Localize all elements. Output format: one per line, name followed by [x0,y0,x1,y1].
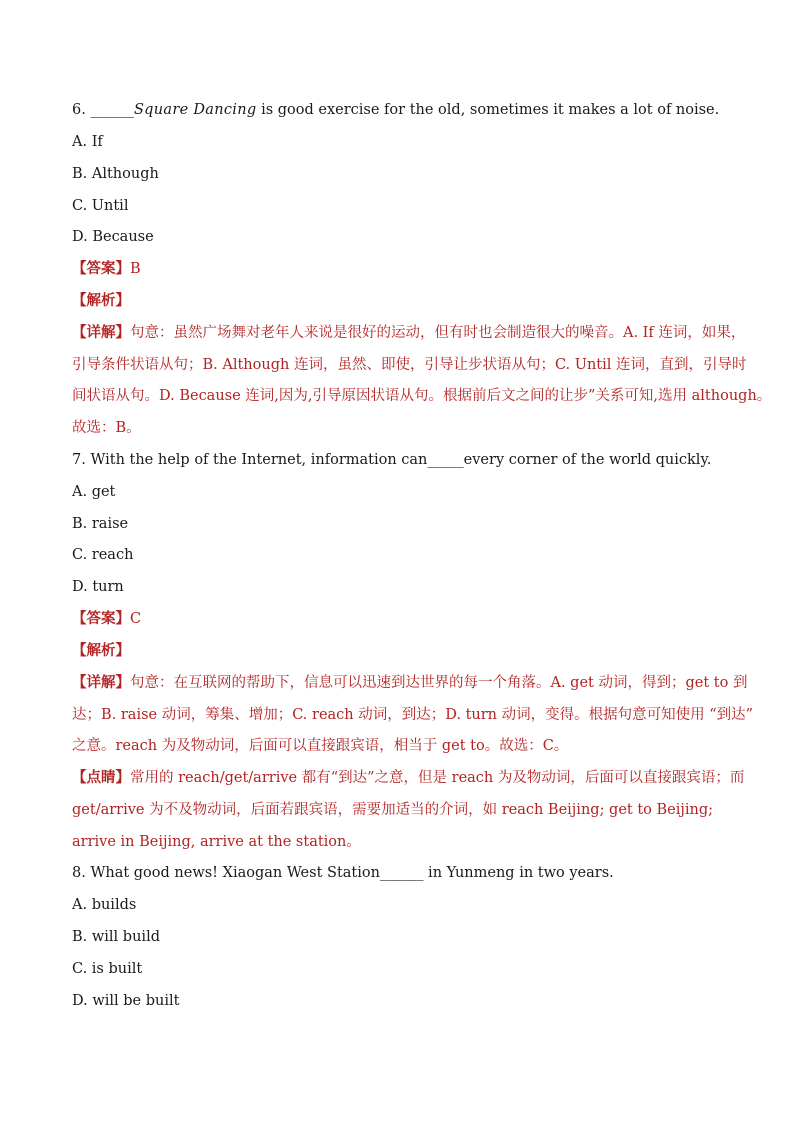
option-d: D. will be built [72,993,180,1009]
detail-line: 达；B. raise 动词，筹集、增加；C. reach 动词，到达；D. turn 动词，变得。根据句意可知使用 “到达” [72,707,754,723]
question-6-stem [72,101,719,119]
option-b: B. Although [72,166,159,182]
stem-text: What good news! Xiaogan West Station [85,865,380,881]
option-c: C. reach [72,547,134,563]
detail-line [72,324,745,342]
detail-line: 引导条件状语从句；B. Although 连词，虽然、即使，引导让步状语从句；C. Until 连词，直到，引导时 [72,357,747,373]
detail-line [72,674,747,692]
answer-tag: 【答案】 [72,260,130,277]
question-number: 8. [72,865,86,881]
stem-text: is good exercise for the old, sometimes it makes a lot of noise. [256,102,720,118]
detail-text: 句意：虽然广场舞对老年人来说是很好的运动，但有时也会制造很大的噪音。A. If 连词，如果， [130,325,746,341]
option-b: B. will build [72,929,160,945]
option-d: D. turn [72,579,124,595]
analysis-line [72,292,130,310]
detail-text: 句意：在互联网的帮助下，信息可以迅速到达世界的每一个角落。A. get 动词，得到；get to 到 [130,675,748,691]
question-number: 6. [72,102,86,118]
answer-blank: ______ [379,865,424,881]
stem-text: in Yunmeng in two years. [423,865,614,881]
stem-text: With the help of the Internet, information can [85,452,428,468]
option-a: A. If [72,134,103,150]
answer-value: C [130,611,142,627]
answer-tag: 【答案】 [72,610,130,627]
option-b: B. raise [72,516,129,532]
answer-line [72,260,141,278]
answer-blank: _____ [427,452,464,468]
analysis-tag: 【解析】 [72,292,130,309]
question-number: 7. [72,452,86,468]
option-d: D. Because [72,229,154,245]
italic-term: Square Dancing [133,102,257,118]
detail-line: 故选：B。 [72,420,141,436]
stem-text: every corner of the world quickly. [463,452,712,468]
option-a: A. get [72,484,116,500]
detail-line: 之意。reach 为及物动词，后面可以直接跟宾语，相当于 get to。故选：C。 [72,738,569,754]
answer-blank: ______ [90,102,134,118]
option-c: C. is built [72,961,143,977]
question-7-stem [72,451,711,469]
tip-line: arrive in Beijing, arrive at the station。 [72,834,361,850]
answer-line [72,610,141,628]
option-a: A. builds [72,897,137,913]
tip-line [72,769,744,787]
tip-tag: 【点睛】 [72,769,130,786]
detail-tag: 【详解】 [72,674,130,691]
answer-value: B [130,261,141,277]
question-8-stem [72,864,614,882]
analysis-line [72,642,130,660]
analysis-tag: 【解析】 [72,642,130,659]
option-c: C. Until [72,198,129,214]
tip-text: 常用的 reach/get/arrive 都有“到达”之意，但是 reach 为及物动词，后面可以直接跟宾语；而 [130,770,745,786]
detail-tag: 【详解】 [72,324,130,341]
detail-line: 间状语从句。D. Because 连词,因为,引导原因状语从句。根据前后文之间的让步”关系可知,选用 although。 [72,388,772,404]
tip-line: get/arrive 为不及物动词，后面若跟宾语，需要加适当的介词，如 reach Beijing; get to Beijing; [72,802,714,818]
